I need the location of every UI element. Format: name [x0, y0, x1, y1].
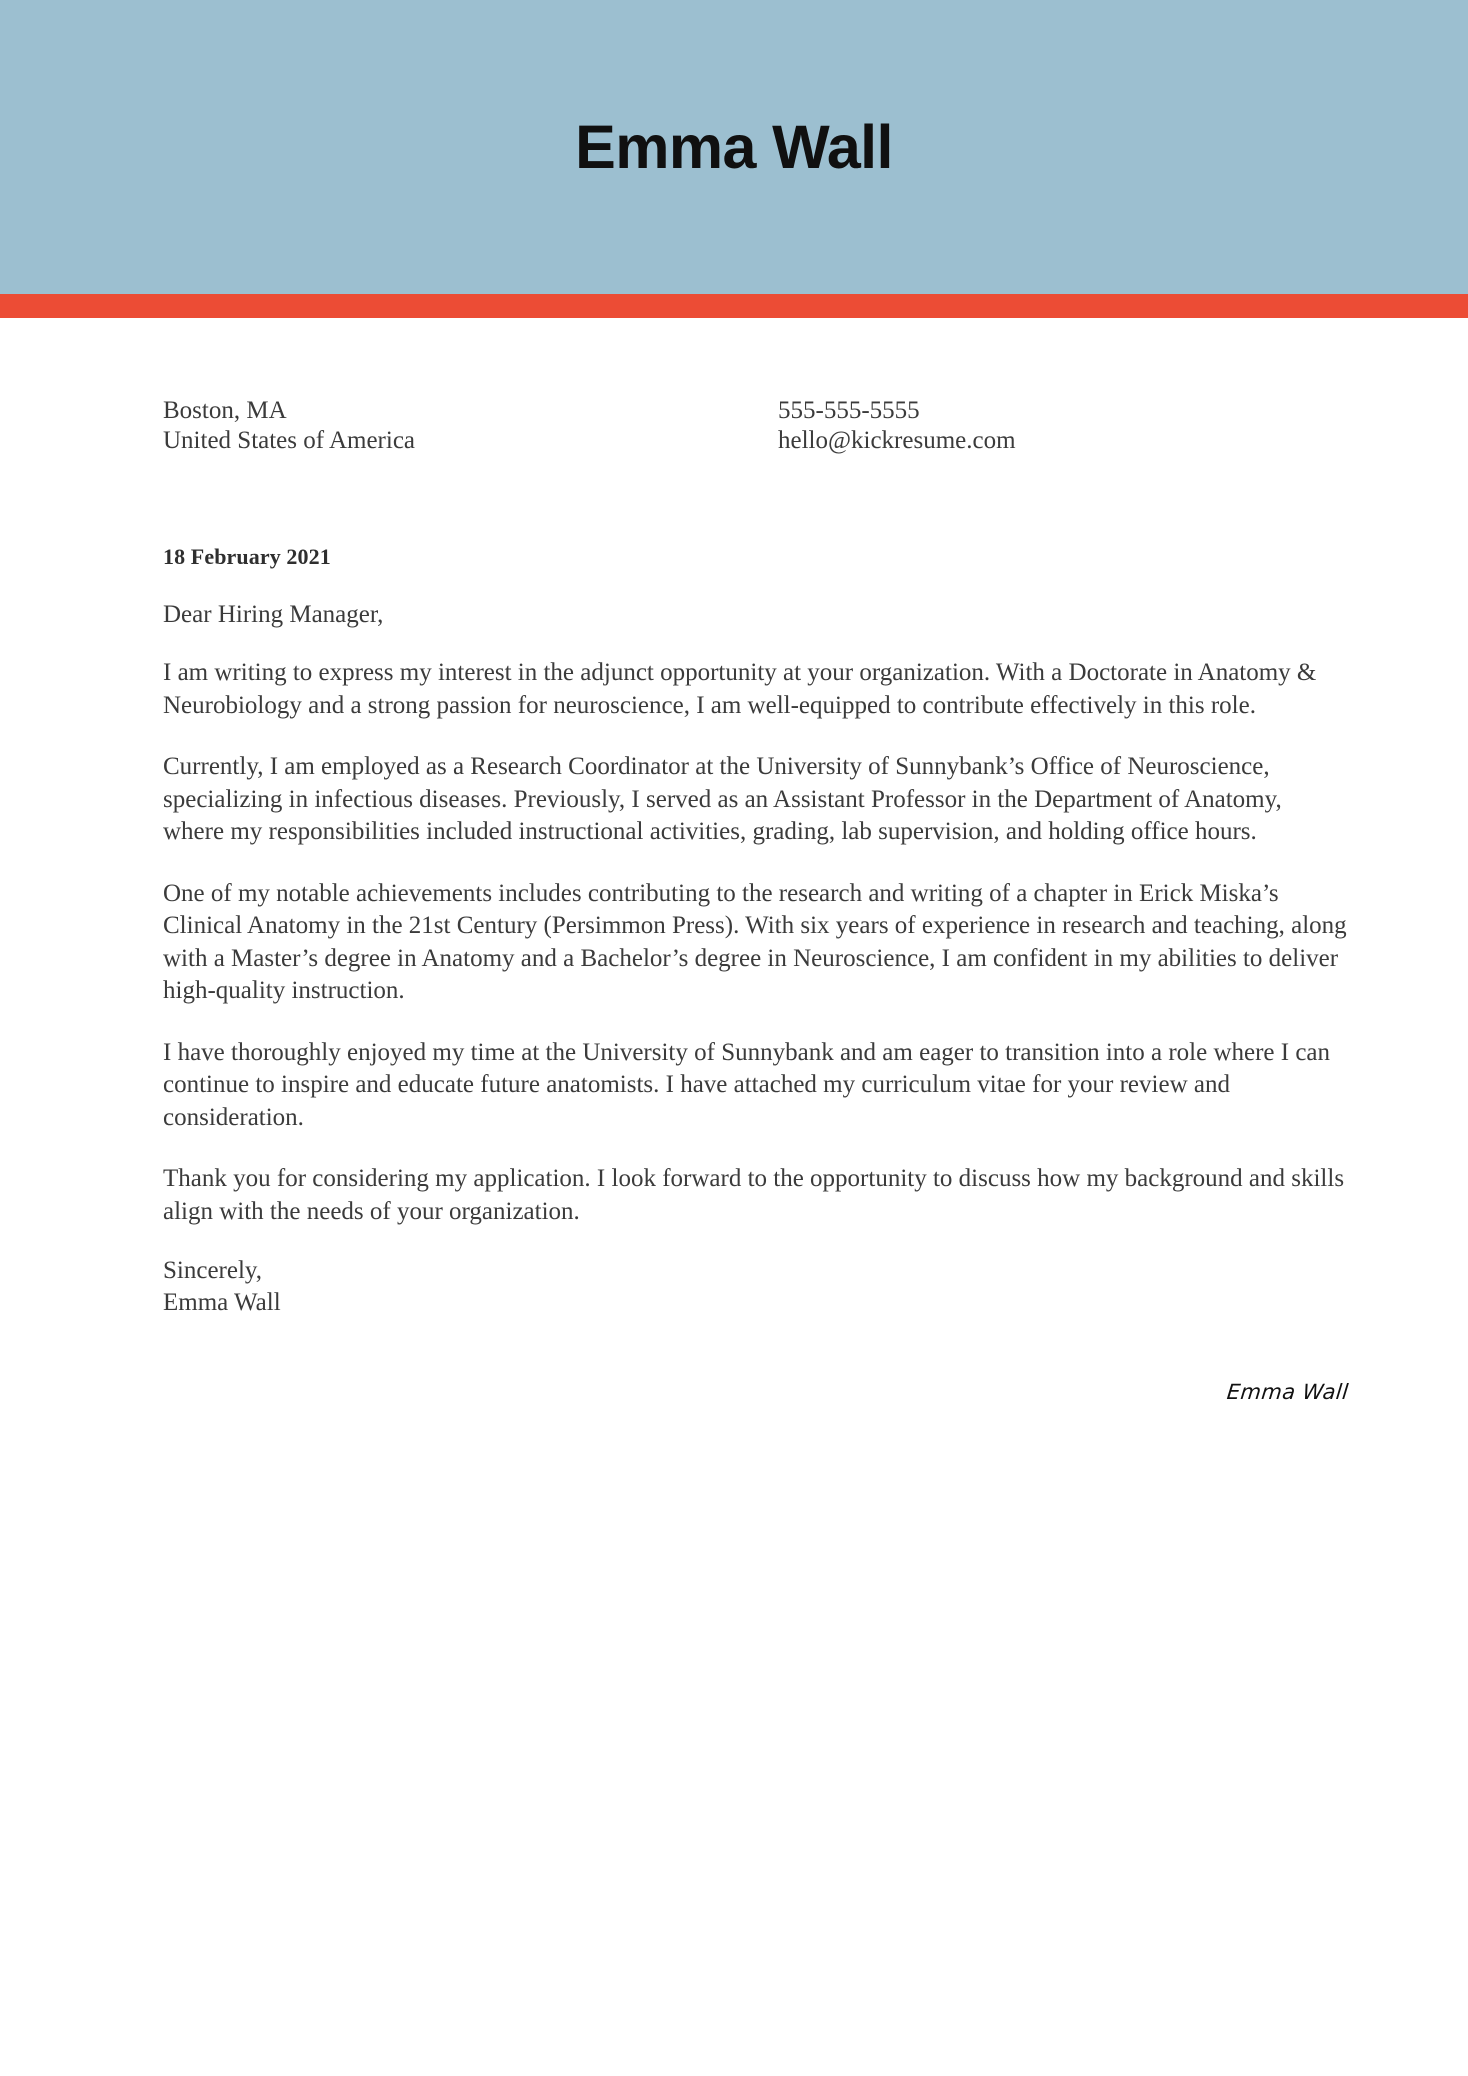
- contact-city: Boston, MA: [163, 397, 287, 424]
- signature-block: [163, 1380, 1348, 1404]
- contact-column-details: [778, 396, 1016, 456]
- page-title: Emma Wall: [575, 112, 893, 181]
- contact-column-location: [163, 396, 415, 456]
- letter-salutation: Dear Hiring Manager,: [163, 601, 384, 628]
- contact-phone: 555-555-5555: [778, 397, 920, 424]
- contact-block: [163, 396, 1348, 462]
- contact-email: hello@kickresume.com: [778, 427, 1016, 454]
- letter-content: [163, 396, 1348, 1319]
- letter-paragraph: I have thoroughly enjoyed my time at the University of Sunnybank and am eager to transition into a role where I can continue to inspire and educate future anatomists. I have attached my curriculum vitae for your review and consideration.: [163, 1038, 1331, 1131]
- letter-paragraph: One of my notable achievements includes contributing to the research and writing of a chapter in Erick Miska’s Clinical Anatomy in the 21st Century (Persimmon Press). With six years of experience in research and teaching, along with a Master’s degree in Anatomy and a Bachelor’s degree in Neuroscience, I am confident in my abilities to deliver high-quality instruction.: [163, 879, 1347, 1004]
- closing-name: Emma Wall: [163, 1289, 281, 1316]
- letter-closing: [163, 1255, 1348, 1319]
- handwritten-signature: Emma Wall: [1225, 1380, 1350, 1404]
- accent-stripe: [0, 294, 1468, 318]
- letter-paragraph: Currently, I am employed as a Research Coordinator at the University of Sunnybank’s Office of Neuroscience, specializing in infectious diseases. Previously, I served as an Assistant Professor in the Department of Anatomy, where my responsibilities included instructional activities, grading, lab supervision, and holding office hours.: [163, 753, 1282, 845]
- letter-date: 18 February 2021: [163, 544, 331, 569]
- letter-body: [163, 657, 1348, 1228]
- letter-paragraph: I am writing to express my interest in the adjunct opportunity at your organization. With a Doctorate in Anatomy & Neurobiology and a strong passion for neuroscience, I am well-equipped to contribute effectively in this role.: [163, 659, 1317, 719]
- closing-salutation: Sincerely,: [163, 1257, 263, 1284]
- letter-paragraph: Thank you for considering my application. I look forward to the opportunity to discuss how my background and skills align with the needs of your organization.: [163, 1165, 1345, 1225]
- contact-country: United States of America: [163, 427, 416, 454]
- letter-header-band: [0, 0, 1468, 294]
